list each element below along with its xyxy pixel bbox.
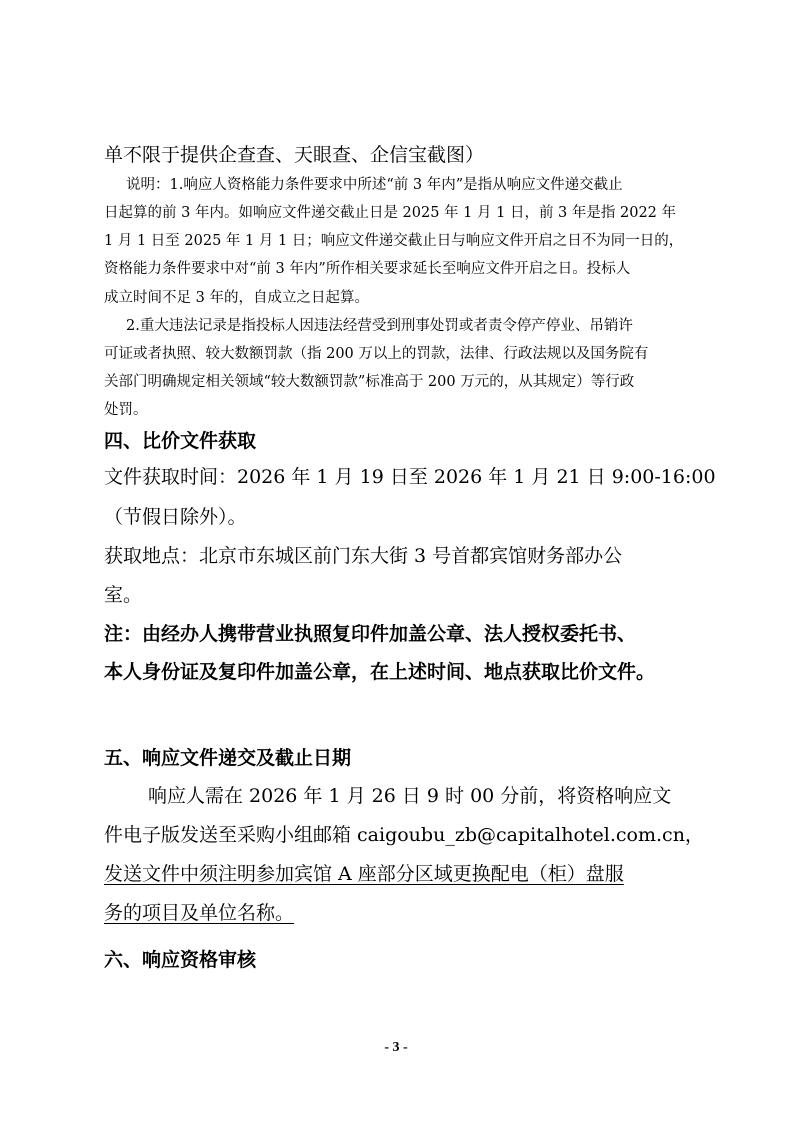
note-line-9: 处罚。	[104, 402, 148, 418]
note-line-1: 说明：1.响应人资格能力条件要求中所述“前 3 年内”是指从响应文件递交截止	[126, 177, 623, 193]
section-heading-5: 五、响应文件递交及截止日期	[104, 747, 352, 769]
note-line-5: 成立时间不足 3 年的，自成立之日起算。	[104, 290, 369, 306]
page-number: - 3 -	[384, 1040, 408, 1055]
notice-line-1: 注：由经办人携带营业执照复印件加盖公章、法人授权委托书、	[104, 623, 637, 645]
text-line-1: 单不限于提供企查查、天眼查、企信宝截图）	[104, 144, 485, 166]
note-line-7: 可证或者执照、较大数额罚款（指 200 万以上的罚款，法律、行政法规以及国务院有	[104, 346, 649, 362]
text-line-7: 件电子版发送至采购小组邮箱 caigoubu_zb@capitalhotel.com.cn，	[104, 824, 704, 846]
note-line-4: 资格能力条件要求中对“前 3 年内”所作相关要求延长至响应文件开启之日。投标人	[104, 261, 631, 277]
text-line-6: 响应人需在 2026 年 1 月 26 日 9 时 00 分前，将资格响应文	[148, 785, 672, 807]
note-line-6: 2.重大违法记录是指投标人因违法经营受到刑事处罚或者责令停产停业、吊销许	[126, 318, 633, 334]
section-heading-6: 六、响应资格审核	[104, 949, 257, 971]
text-line-4: 获取地点：北京市东城区前门东大街 3 号首都宾馆财务部办公	[104, 545, 623, 567]
text-line-8: 发送文件中须注明参加宾馆 A 座部分区域更换配电（柜）盘服	[104, 863, 624, 885]
note-line-8: 关部门明确规定相关领域“较大数额罚款”标准高于 200 万元的，从其规定）等行政	[104, 374, 635, 390]
note-line-3: 1 月 1 日至 2025 年 1 月 1 日；响应文件递交截止日与响应文件开启之日不为同一日的，	[104, 233, 684, 249]
note-line-2: 日起算的前 3 年内。如响应文件递交截止日是 2025 年 1 月 1 日，前 3 年是指 2022 年	[104, 205, 677, 221]
section-heading-4: 四、比价文件获取	[104, 430, 257, 452]
text-line-5: 室。	[104, 584, 143, 606]
text-line-2: 文件获取时间：2026 年 1 月 19 日至 2026 年 1 月 21 日 9:00-16:00	[104, 466, 716, 488]
notice-line-2: 本人身份证及复印件加盖公章，在上述时间、地点获取比价文件。	[104, 661, 656, 683]
text-line-3: （节假日除外）。	[104, 506, 247, 528]
text-line-9: 务的项目及单位名称。	[104, 902, 295, 924]
